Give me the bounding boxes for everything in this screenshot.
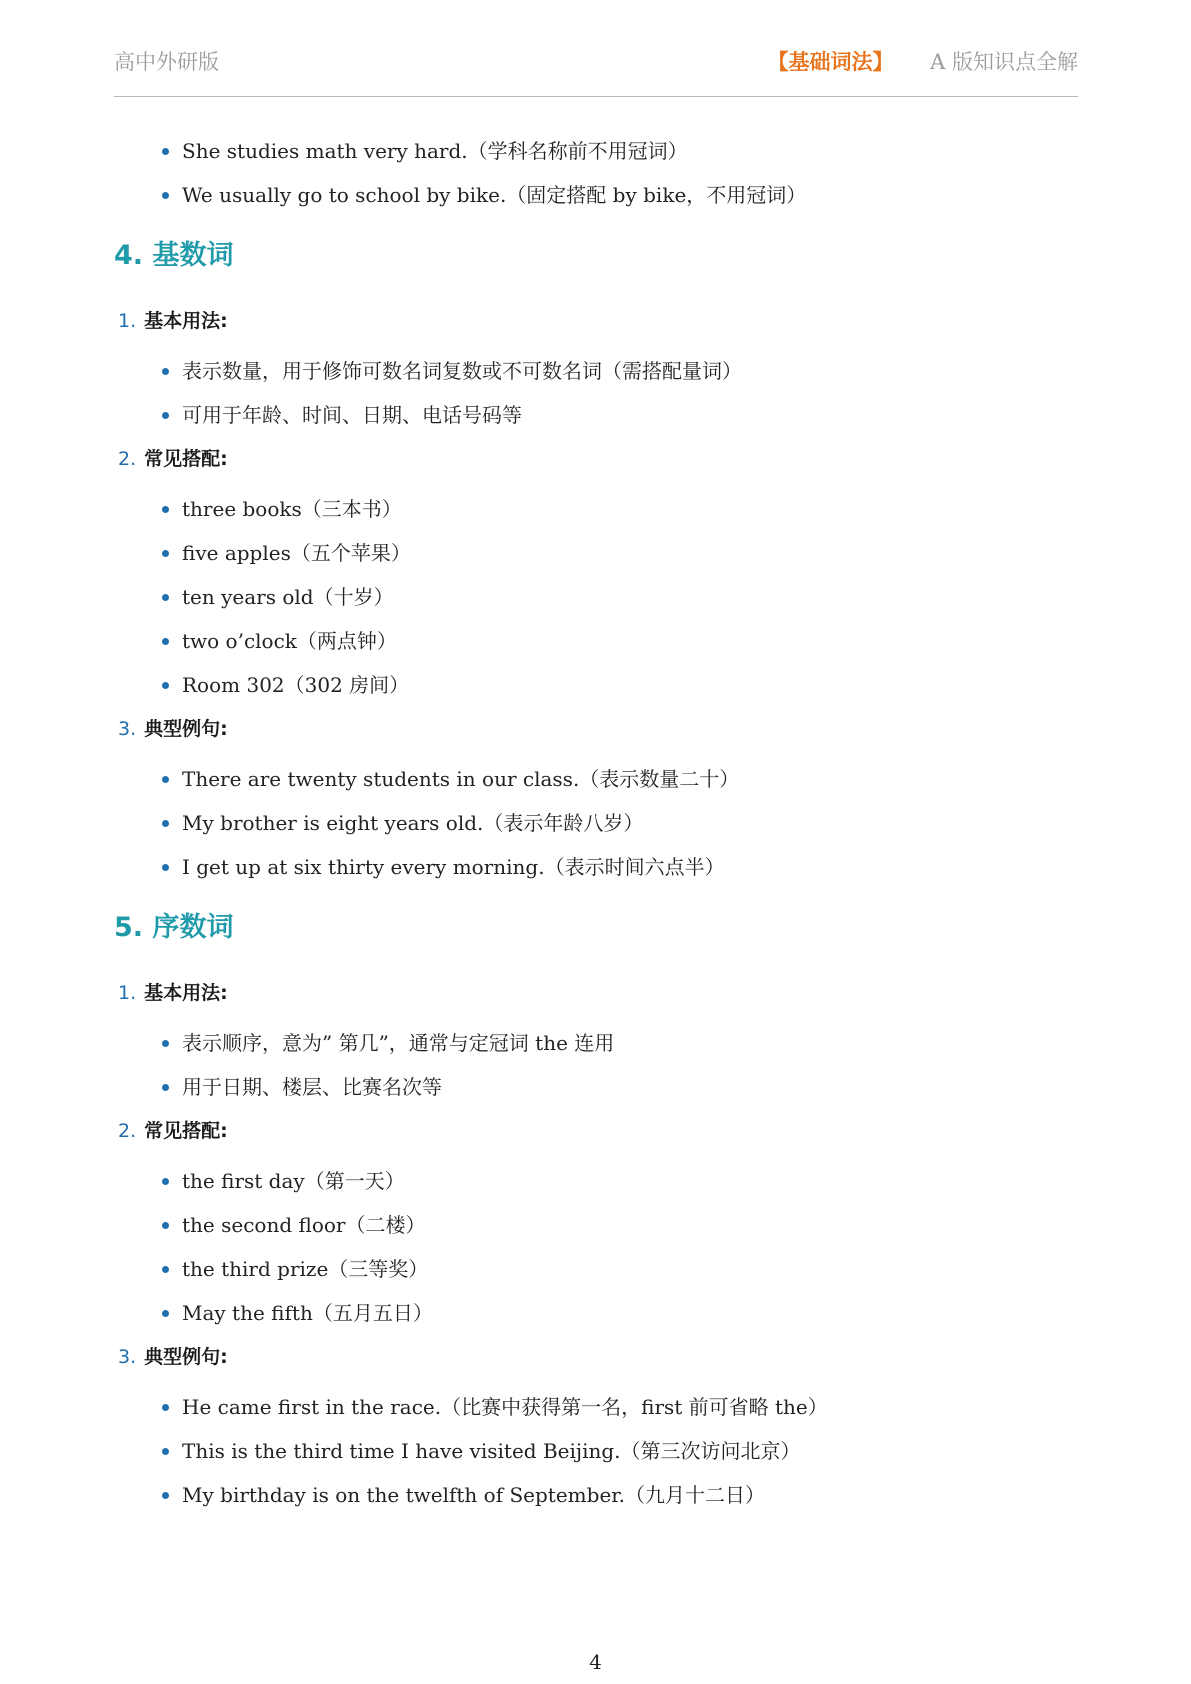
bullet-icon xyxy=(162,1266,169,1273)
header-section-tag: 【基础词法】 xyxy=(767,50,894,74)
list-item: the first day（第一天） xyxy=(158,1166,1078,1196)
header-subtitle: A 版知识点全解 xyxy=(930,50,1078,74)
list-item: This is the third time I have visited Beijing.（第三次访问北京） xyxy=(158,1436,1078,1466)
subheading-collocations: 2. 常见搭配: xyxy=(118,1120,228,1142)
list-item: My birthday is on the twelfth of September.（九月十二日） xyxy=(158,1480,1078,1510)
header-right xyxy=(767,46,1078,76)
bullet-icon xyxy=(162,1084,169,1091)
page-header xyxy=(114,40,1078,97)
list-item: the second floor（二楼） xyxy=(158,1210,1078,1240)
bullet-icon xyxy=(162,820,169,827)
examples-list xyxy=(114,1392,1078,1510)
header-book-title: 高中外研版 xyxy=(114,50,219,74)
list-item: He came first in the race.（比赛中获得第一名，first 前可省略 the） xyxy=(158,1392,1078,1422)
list-item: There are twenty students in our class.（表示数量二十） xyxy=(158,764,1078,794)
bullet-icon xyxy=(162,506,169,513)
page-content xyxy=(114,136,1078,1524)
list-item: We usually go to school by bike.（固定搭配 by bike，不用冠词） xyxy=(158,180,1078,210)
bullet-icon xyxy=(162,682,169,689)
section-heading-ordinal: 5. 序数词 xyxy=(114,912,234,943)
bullet-icon xyxy=(162,1404,169,1411)
subheading-examples: 3. 典型例句: xyxy=(118,1346,228,1368)
collocations-list xyxy=(114,1166,1078,1328)
subheading-collocations: 2. 常见搭配: xyxy=(118,448,228,470)
page-number: 4 xyxy=(589,1650,602,1674)
examples-list xyxy=(114,764,1078,882)
subheading-basic-usage: 1. 基本用法: xyxy=(118,310,228,332)
list-item: 表示数量，用于修饰可数名词复数或不可数名词（需搭配量词） xyxy=(158,356,1078,386)
list-item: three books（三本书） xyxy=(158,494,1078,524)
bullet-icon xyxy=(162,148,169,155)
bullet-icon xyxy=(162,550,169,557)
intro-list xyxy=(114,136,1078,210)
bullet-icon xyxy=(162,864,169,871)
basic-usage-list xyxy=(114,356,1078,430)
list-item: 用于日期、楼层、比赛名次等 xyxy=(158,1072,1078,1102)
list-item: She studies math very hard.（学科名称前不用冠词） xyxy=(158,136,1078,166)
bullet-icon xyxy=(162,412,169,419)
bullet-icon xyxy=(162,638,169,645)
section-heading-cardinal: 4. 基数词 xyxy=(114,240,234,271)
bullet-icon xyxy=(162,1448,169,1455)
bullet-icon xyxy=(162,594,169,601)
list-item: the third prize（三等奖） xyxy=(158,1254,1078,1284)
bullet-icon xyxy=(162,776,169,783)
subheading-examples: 3. 典型例句: xyxy=(118,718,228,740)
basic-usage-list xyxy=(114,1028,1078,1102)
list-item: 可用于年龄、时间、日期、电话号码等 xyxy=(158,400,1078,430)
bullet-icon xyxy=(162,1492,169,1499)
list-item: five apples（五个苹果） xyxy=(158,538,1078,568)
bullet-icon xyxy=(162,1178,169,1185)
bullet-icon xyxy=(162,1222,169,1229)
list-item: May the fifth（五月五日） xyxy=(158,1298,1078,1328)
list-item: Room 302（302 房间） xyxy=(158,670,1078,700)
collocations-list xyxy=(114,494,1078,700)
subheading-basic-usage: 1. 基本用法: xyxy=(118,982,228,1004)
list-item: I get up at six thirty every morning.（表示时间六点半） xyxy=(158,852,1078,882)
bullet-icon xyxy=(162,368,169,375)
bullet-icon xyxy=(162,192,169,199)
list-item: 表示顺序，意为” 第几”，通常与定冠词 the 连用 xyxy=(158,1028,1078,1058)
list-item: My brother is eight years old.（表示年龄八岁） xyxy=(158,808,1078,838)
list-item: ten years old（十岁） xyxy=(158,582,1078,612)
bullet-icon xyxy=(162,1040,169,1047)
list-item: two o’clock（两点钟） xyxy=(158,626,1078,656)
bullet-icon xyxy=(162,1310,169,1317)
